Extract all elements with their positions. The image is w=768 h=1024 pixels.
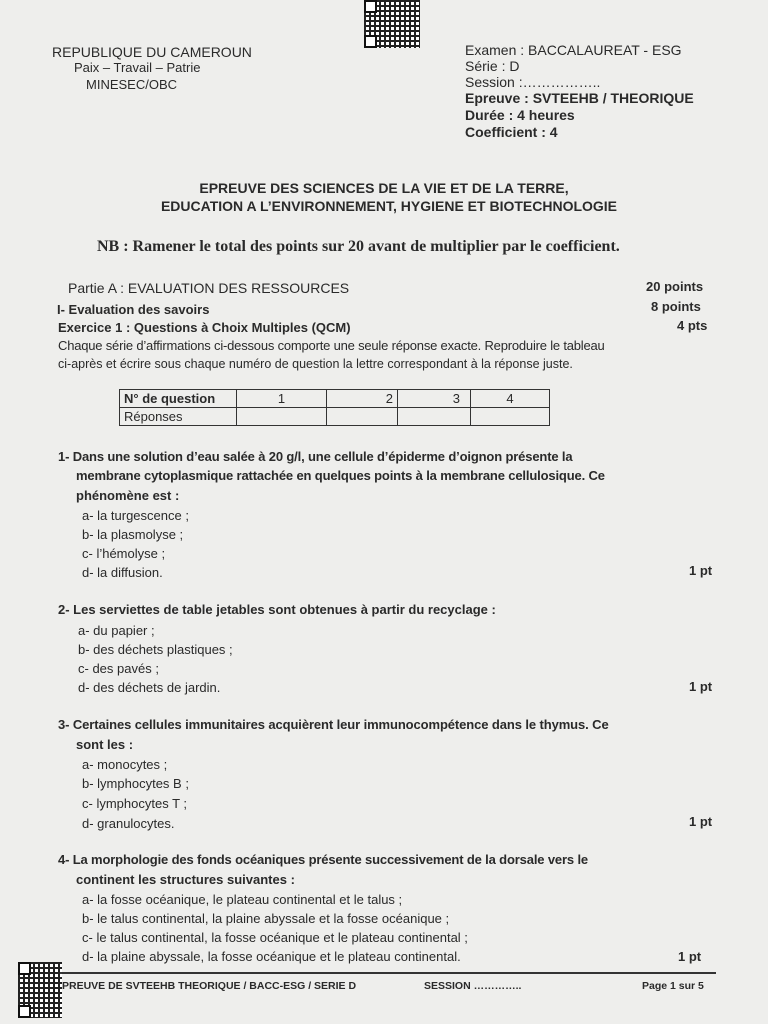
question-1-line2: membrane cytoplasmique rattachée en quelques points à la membrane cellulosique. Ce bbox=[76, 468, 605, 483]
header-serie: Série : D bbox=[465, 58, 520, 74]
question-2-line1: 2- Les serviettes de table jetables sont obtenues à partir du recyclage : bbox=[58, 602, 496, 617]
question-3-option-d: d- granulocytes. bbox=[82, 816, 175, 831]
header-session: Session :…………….. bbox=[465, 74, 601, 90]
qr-code-bottom bbox=[18, 962, 62, 1018]
question-3-line2: sont les : bbox=[76, 737, 134, 752]
question-1-option-a: a- la turgescence ; bbox=[82, 508, 189, 523]
header-office: MINESEC/OBC bbox=[86, 77, 178, 92]
instructions-line2: ci-après et écrire sous chaque numéro de question la lettre correspondant à la réponse juste. bbox=[58, 357, 573, 371]
title-line1: EPREUVE DES SCIENCES DE LA VIE ET DE LA TERRE, bbox=[199, 180, 569, 196]
title-line2: EDUCATION A L’ENVIRONNEMENT, HYGIENE ET BIOTECHNOLOGIE bbox=[160, 198, 618, 214]
question-4-option-b: b- le talus continental, la plaine abyssale et la fosse océanique ; bbox=[82, 911, 450, 926]
question-2-option-b: b- des déchets plastiques ; bbox=[78, 642, 233, 657]
question-4-option-c: c- le talus continental, la fosse océanique et le plateau continental ; bbox=[82, 930, 468, 945]
question-2-option-d: d- des déchets de jardin. bbox=[78, 680, 221, 695]
exercise-label: Exercice 1 : Questions à Choix Multiples (QCM) bbox=[58, 320, 351, 335]
table-cell bbox=[398, 408, 471, 426]
question-3-points: 1 pt bbox=[689, 814, 713, 829]
header-epreuve: Epreuve : SVTEEHB / THEORIQUE bbox=[465, 90, 694, 106]
question-1-option-b: b- la plasmolyse ; bbox=[82, 527, 184, 542]
question-1-line1: 1- Dans une solution d’eau salée à 20 g/l, une cellule d’épiderme d’oignon présente la bbox=[58, 449, 573, 464]
exam-label: Examen : BACCALAUREAT - ESG bbox=[465, 42, 682, 58]
table-cell bbox=[327, 408, 398, 426]
section-label: I- Evaluation des savoirs bbox=[57, 302, 210, 317]
header-country: REPUBLIQUE DU CAMEROUN bbox=[52, 44, 252, 60]
table-cell: 3 bbox=[398, 390, 471, 408]
question-4-option-a: a- la fosse océanique, le plateau continental et le talus ; bbox=[82, 892, 403, 907]
header-duree: Durée : 4 heures bbox=[465, 107, 575, 123]
partA-label: Partie A : EVALUATION DES RESSOURCES bbox=[68, 280, 350, 296]
partA-points: 20 points bbox=[646, 279, 704, 294]
question-2-option-c: c- des pavés ; bbox=[78, 661, 159, 676]
table-row bbox=[120, 408, 550, 426]
section-points: 8 points bbox=[651, 299, 701, 314]
question-1-points: 1 pt bbox=[689, 563, 713, 578]
question-4-line1: 4- La morphologie des fonds océaniques présente successivement de la dorsale vers le bbox=[58, 852, 588, 867]
header-coefficient: Coefficient : 4 bbox=[465, 124, 558, 140]
answer-table bbox=[119, 389, 550, 426]
question-3-option-c: c- lymphocytes T ; bbox=[82, 796, 187, 811]
table-header-cell: N° de question bbox=[120, 390, 237, 408]
instructions-line1: Chaque série d’affirmations ci-dessous comporte une seule réponse exacte. Reproduire le tableau bbox=[58, 338, 605, 353]
header-exam bbox=[465, 42, 682, 58]
header-motto: Paix – Travail – Patrie bbox=[74, 60, 201, 75]
nb-note: NB : Ramener le total des points sur 20 avant de multiplier par le coefficient. bbox=[97, 238, 620, 255]
question-3-line1: 3- Certaines cellules immunitaires acquièrent leur immunocompétence dans le thymus. Ce bbox=[58, 717, 609, 732]
table-cell: 1 bbox=[237, 390, 327, 408]
table-header-cell: Réponses bbox=[120, 408, 237, 426]
table-cell: 2 bbox=[327, 390, 398, 408]
question-3-option-a: a- monocytes ; bbox=[82, 757, 168, 772]
question-2-points: 1 pt bbox=[689, 679, 713, 694]
table-cell: 4 bbox=[471, 390, 550, 408]
footer-session: SESSION ………….. bbox=[424, 980, 522, 992]
footer-divider bbox=[60, 972, 716, 974]
table-cell bbox=[471, 408, 550, 426]
question-1-option-c: c- l’hémolyse ; bbox=[82, 546, 166, 561]
question-1-line3: phénomène est : bbox=[76, 488, 180, 503]
question-2-option-a: a- du papier ; bbox=[78, 623, 155, 638]
footer-page: Page 1 sur 5 bbox=[642, 980, 704, 992]
table-cell bbox=[237, 408, 327, 426]
question-4-line2: continent les structures suivantes : bbox=[76, 872, 295, 887]
footer-title: PREUVE DE SVTEEHB THEORIQUE / BACC-ESG / SERIE D bbox=[62, 980, 357, 992]
question-1-option-d: d- la diffusion. bbox=[82, 565, 163, 580]
question-4-points: 1 pt bbox=[678, 949, 702, 964]
question-3-option-b: b- lymphocytes B ; bbox=[82, 776, 189, 791]
table-row bbox=[120, 390, 550, 408]
exercise-points: 4 pts bbox=[677, 318, 708, 333]
question-4-option-d: d- la plaine abyssale, la fosse océanique et le plateau continental. bbox=[82, 949, 461, 964]
qr-code-top bbox=[364, 0, 420, 48]
